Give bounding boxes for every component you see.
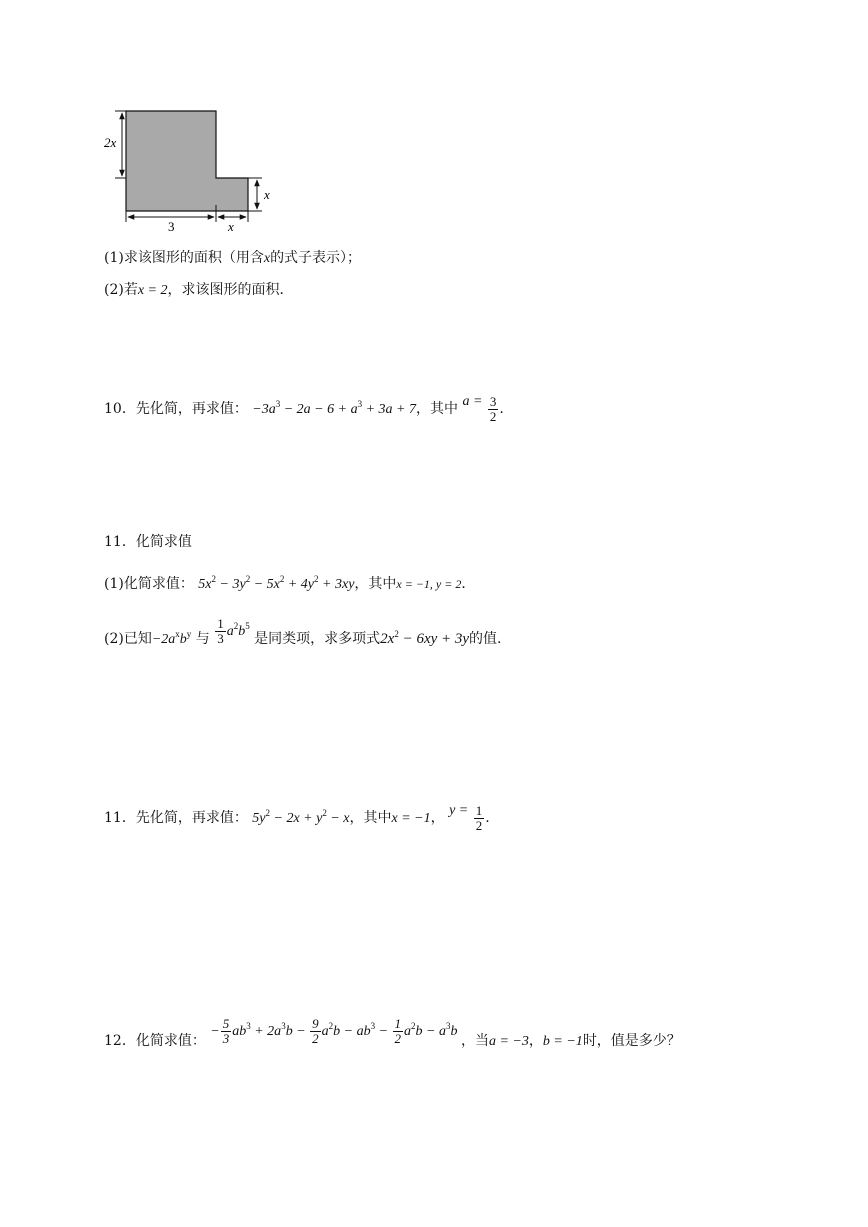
- q10-fraction: $\frac{3}{2}$: [489, 393, 497, 424]
- q9-part2: [104, 281, 294, 300]
- label-2x: 2x: [104, 135, 117, 150]
- q11a-part2-poly: $2x^2 - 6xy + 3y$: [380, 629, 470, 647]
- q12-expr: − $\frac{5}{3}$ $ab^3 + 2a^3b$ − $\frac{9}{2}$ $a^2b - ab^3$ − $\frac{1}{2}$ $a^2b - a^3b$: [210, 1016, 458, 1047]
- q11b-fraction: $\frac{1}{2}$: [475, 802, 483, 833]
- q10-cond-var: a =: [462, 394, 483, 409]
- q11a-part2: (2)已知$-2a^xb^y$ 与 $\frac{1}{3}$ $a^2b^5$ 是同类项，求多项式$2x^2 - 6xy + 3y$的值.: [104, 615, 502, 647]
- q11a-part1-expr: $5x^2 - 3y^2 - 5x^2 + 4y^2 + 3xy$: [198, 574, 355, 592]
- shaded-l-shape: [126, 111, 248, 211]
- q9-part1-text: (1)求该图形的面积（用含: [104, 250, 264, 266]
- label-3: 3: [168, 219, 175, 234]
- q10-label: 10．先化简，再求值：: [104, 401, 248, 417]
- q9-part2-expr: x = 2: [137, 283, 168, 298]
- q10: [104, 394, 504, 425]
- q11a-part2-fraction: $\frac{1}{3}$: [217, 615, 224, 646]
- q11b-cond-x: x = −1: [391, 811, 431, 826]
- q9-part1-text-end: 的式子表示）；: [270, 250, 362, 266]
- q10-end: .: [499, 401, 504, 417]
- q11a-part1: (1)化简求值： $5x^2 - 3y^2 - 5x^2 + 4y^2 + 3xy$，其中x = −1, y = 2．: [104, 574, 476, 592]
- q9-part1: [104, 249, 361, 268]
- q9-part2-text: (2)若: [104, 282, 138, 298]
- q9-part1-var: x: [263, 251, 271, 266]
- q12: 12．化简求值： − $\frac{5}{3}$ $ab^3 + 2a^3b$ − $\frac{9}{2}$ $a^2b - ab^3$ − $\frac{1}{2}$ $a^2b - a^3b$ ，当a = −3，b = −1时，值是多少？: [104, 1016, 681, 1049]
- q12-cond-a: a = −3: [489, 1034, 529, 1049]
- q11b-expr: $5y^2 - 2x + y^2 - x$: [252, 808, 350, 826]
- q9-part2-text-end: ，求该图形的面积．: [167, 282, 294, 298]
- q10-sep: ，其中: [415, 401, 458, 417]
- q11a-title: 11．化简求值: [104, 534, 192, 550]
- q11a-part2-term2: $a^2b^5$: [226, 621, 250, 639]
- label-x-bottom: x: [228, 219, 234, 234]
- label-x-right: x: [264, 187, 270, 202]
- q12-cond-b: b = −1: [542, 1034, 583, 1049]
- q11a-part2-term1: $-2a^xb^y$: [151, 629, 192, 647]
- q11b-cond-y: y =: [449, 803, 469, 818]
- q10-expression: $-3a^3 - 2a - 6 + a^3 + 3a + 7$: [252, 399, 416, 417]
- q11b: 11．先化简，再求值： $5y^2 - 2x + y^2 - x$，其中x = −1， y = $\frac{1}{2}$ .: [104, 802, 490, 833]
- composite-shape-figure: [0, 0, 868, 260]
- q11a-part1-cond: x = −1, y = 2: [396, 577, 462, 591]
